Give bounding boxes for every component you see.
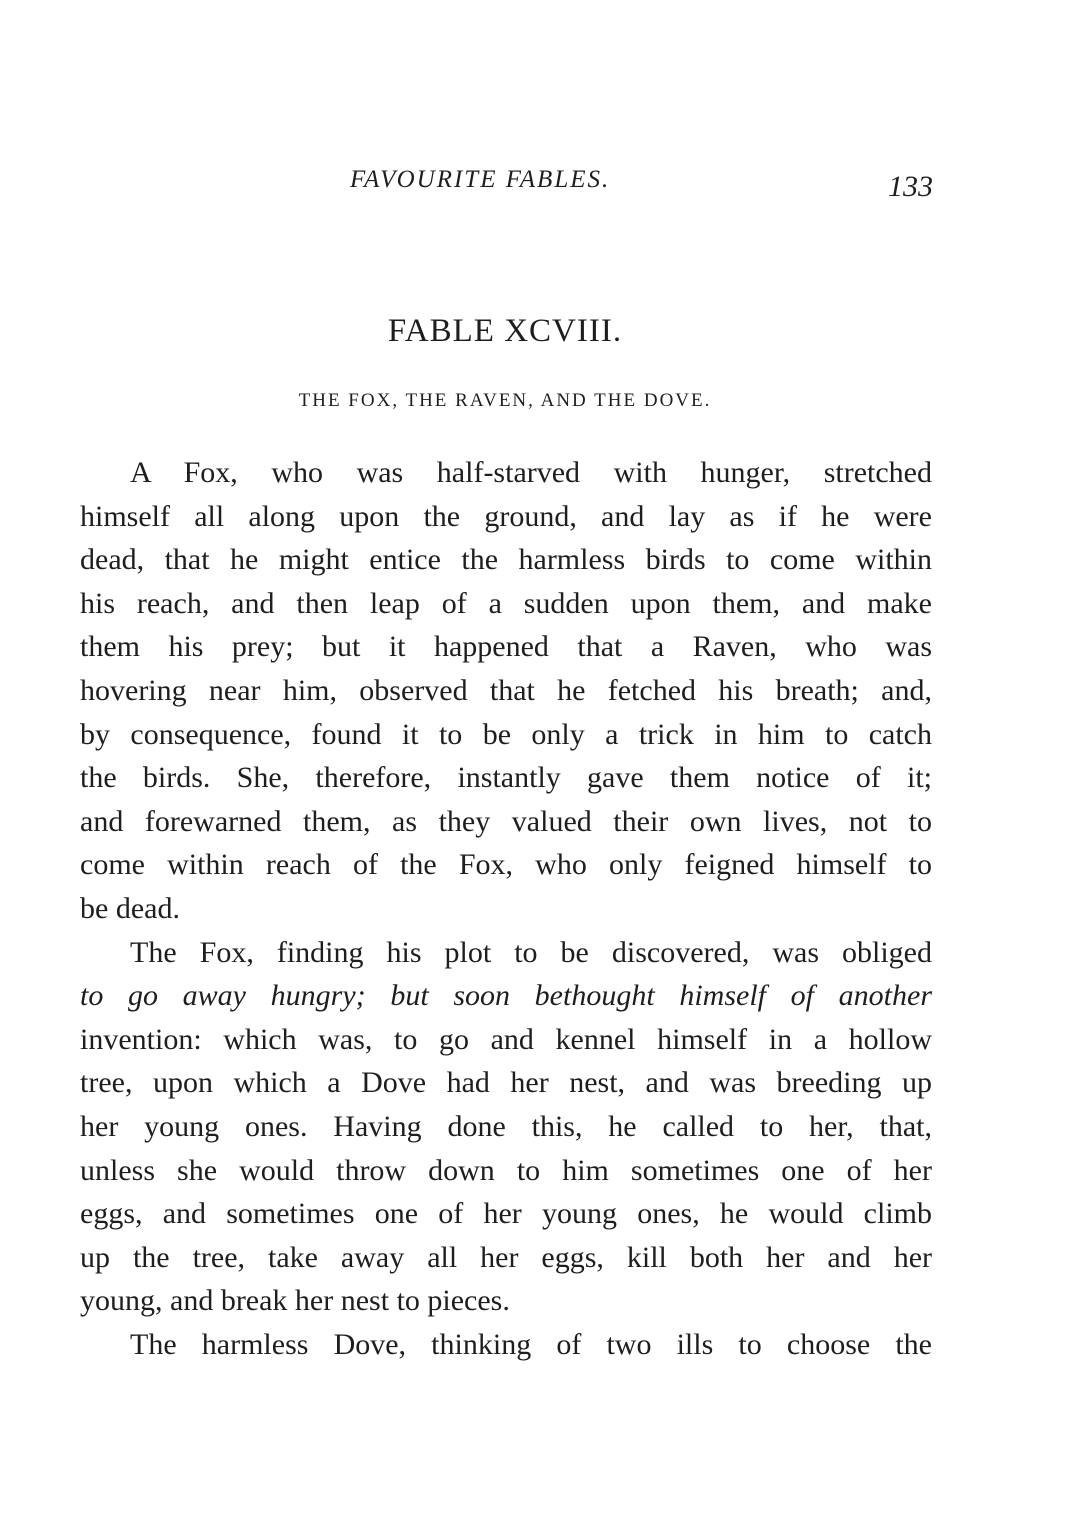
text-line: eggs, and sometimes one of her young ones, he would climb [80, 1197, 932, 1231]
text-line: them his prey; but it happened that a Raven, who was [80, 630, 932, 664]
body-text [80, 451, 932, 1366]
page-number: 133 [888, 170, 933, 203]
text-line: invention: which was, to go and kennel himself in a hollow [80, 1022, 932, 1056]
text-line: to go away hungry; but soon bethought himself of another [80, 979, 932, 1013]
text-line: unless she would throw down to him sometimes one of her [80, 1153, 932, 1187]
running-head [0, 166, 1089, 202]
text-line: dead, that he might entice the harmless birds to come within [80, 543, 932, 577]
text-line: the birds. She, therefore, instantly gave them notice of it; [80, 761, 932, 795]
text-line: A Fox, who was half-starved with hunger, stretched [130, 456, 932, 489]
text-line: her young ones. Having done this, he called to her, that, [80, 1109, 932, 1143]
text-line: and forewarned them, as they valued their own lives, not to [80, 804, 932, 838]
fable-subtitle: THE FOX, THE RAVEN, AND THE DOVE. [298, 390, 712, 411]
text-line: up the tree, take away all her eggs, kill both her and her [80, 1240, 932, 1274]
text-line: hovering near him, observed that he fetched his breath; and, [80, 673, 932, 707]
fable-title: FABLE XCVIII. [387, 313, 623, 349]
text-line: tree, upon which a Dove had her nest, and was breeding up [80, 1066, 932, 1100]
text-line: The Fox, finding his plot to be discovered, was obliged [130, 935, 932, 969]
text-line: young, and break her nest to pieces. [80, 1284, 510, 1318]
running-title: FAVOURITE FABLES. [350, 166, 611, 193]
text-line: The harmless Dove, thinking of two ills to choose the [130, 1327, 932, 1361]
text-line: be dead. [80, 891, 180, 925]
text-line: come within reach of the Fox, who only feigned himself to [80, 848, 932, 882]
text-line: his reach, and then leap of a sudden upon them, and make [80, 586, 932, 620]
text-line: by consequence, found it to be only a trick in him to catch [80, 717, 932, 751]
text-line: himself all along upon the ground, and lay as if he were [80, 499, 932, 533]
